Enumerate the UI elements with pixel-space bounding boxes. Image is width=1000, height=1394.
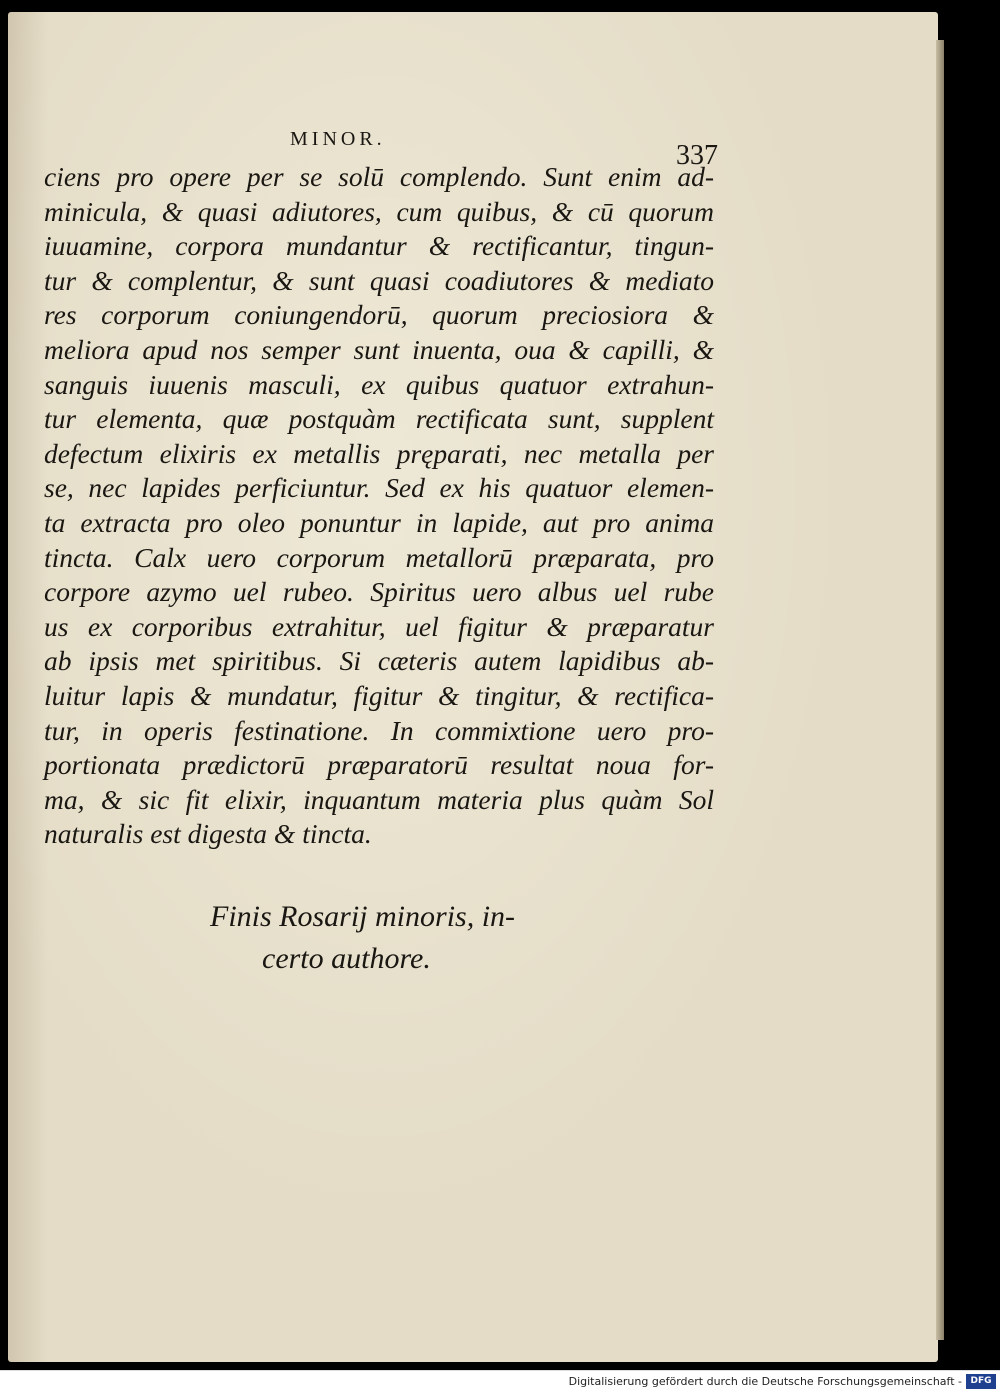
text-line: luitur lapis & mundatur, figitur & tingitur, & rectifica- (44, 679, 714, 711)
text-line: corpore azymo uel rubeo. Spiritus uero albus uel rube (44, 576, 714, 608)
explicit-colophon (210, 896, 550, 980)
text-line: ciens pro opere per se solū complendo. Sunt enim ad- (44, 161, 714, 192)
explicit-line-2: certo authore. (262, 942, 431, 975)
text-line: naturalis est digesta & tincta. (44, 818, 372, 850)
page-number: 337 (676, 140, 718, 171)
text-line: tincta. Calx uero corporum metallorū præparata, pro (44, 541, 714, 573)
text-line: tur elementa, quæ postquàm rectificata sunt, supplent (44, 403, 714, 435)
dfg-logo-icon: DFG (966, 1374, 996, 1389)
text-line: sanguis iuuenis masculi, ex quibus quatuor extrahun- (44, 368, 714, 400)
text-line: defectum elixiris ex metallis pręparati, nec metalla per (44, 437, 714, 469)
text-line: portionata prædictorū præparatorū resultat noua for- (44, 749, 714, 781)
text-line: tur & complentur, & sunt quasi coadiutores & mediato (44, 264, 714, 296)
body-text (44, 160, 714, 852)
text-line: us ex corporibus extrahitur, uel figitur & præparatur (44, 610, 714, 642)
explicit-line-1: Finis Rosarij minoris, in- (210, 900, 516, 933)
text-line: tur, in operis festinatione. In commixtione uero pro- (44, 714, 714, 746)
text-line: se, nec lapides perficiuntur. Sed ex his quatuor elemen- (44, 472, 714, 504)
running-head: MINOR. (290, 128, 386, 150)
text-line: minicula, & quasi adiutores, cum quibus, & cū quorum (44, 195, 714, 227)
text-line: ma, & sic fit elixir, inquantum materia plus quàm Sol (44, 783, 714, 815)
funding-credit: Digitalisierung gefördert durch die Deutsche Forschungsgemeinschaft - (568, 1375, 962, 1388)
footer-bar (0, 1370, 1000, 1394)
text-line: res corporum coniungendorū, quorum preciosiora & (44, 299, 714, 331)
text-line: meliora apud nos semper sunt inuenta, oua & capilli, & (44, 333, 714, 365)
text-line: ab ipsis met spiritibus. Si cæteris autem lapidibus ab- (44, 645, 714, 677)
page-edge (936, 40, 944, 1340)
text-line: iuuamine, corpora mundantur & rectificantur, tingun- (44, 230, 714, 262)
text-line: ta extracta pro oleo ponuntur in lapide, aut pro anima (44, 506, 714, 538)
